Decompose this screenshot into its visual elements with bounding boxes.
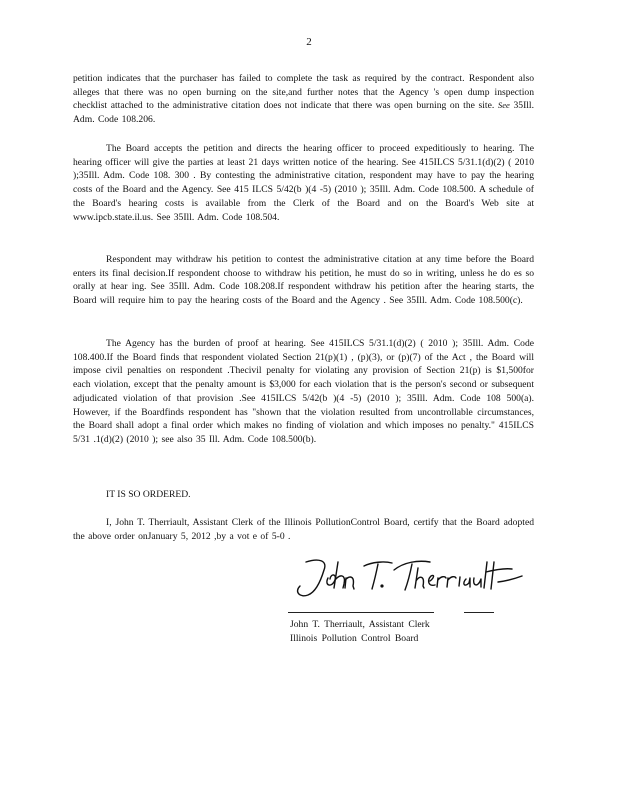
paragraph-1-citation: 35Ill. Adm. Code 108.206. bbox=[73, 100, 534, 126]
paragraph-2: The Board accepts the petition and directs the hearing officer to proceed expeditiously to hearing. The hearing officer will give the parties at least 21 days written notice of the hearing. See 415ILCS 5/31.1(d)(2) ( 2010 );35Ill. Adm. Code 108. 300 . By contesting the administrative citation, respondent may have to pay the hearing costs of the Board and the Agency. See 415 ILCS 5/42(b )(4 -5) (2010 ); 35Ill. Adm. Code 108.500. A schedule of the Board's hearing costs is available from the Clerk of the Board and on the Board's Web site at www.ipcb.state.il.us. See 35Ill. Adm. Code 108.504. bbox=[73, 143, 534, 223]
paragraph-1-text: petition indicates that the purchaser has failed to complete the task as required by the contract. Respondent also alleges that there was no open burning on the site,and further notes that the Agency 's open dump inspection checklist attached to the administrative citation does not indicate that there was open burning on the site. bbox=[73, 73, 534, 112]
signature-line-short bbox=[464, 612, 494, 613]
paragraph-1 bbox=[73, 72, 534, 127]
handwritten-signature bbox=[288, 548, 528, 603]
paragraph-3: Respondent may withdraw his petition to contest the administrative citation at any time before the Board enters its final decision.If respondent choose to withdraw his petition, he must do so in writing, unless he do es so orally at hear ing. See 35Ill. Adm. Code 108.208.If respondent withdraw his petition after the hearing starts, the Board will require him to pay the hearing costs of the Board and the Agency . See 35Ill. Adm. Code 108.500(c). bbox=[73, 254, 534, 307]
ordered-line: IT IS SO ORDERED. bbox=[106, 489, 191, 500]
signer-organization: Illinois Pollution Control Board bbox=[290, 633, 419, 644]
signature-line bbox=[288, 612, 434, 613]
paragraph-1-cite-signal: See bbox=[497, 100, 510, 111]
signer-name: John T. Therriault, Assistant Clerk bbox=[290, 619, 430, 630]
paragraph-certification: I, John T. Therriault, Assistant Clerk of the Illinois PollutionControl Board, certify that the Board adopted the above order onJanuary 5, 2012 ,by a vot e of 5-0 . bbox=[73, 517, 534, 542]
paragraph-4: The Agency has the burden of proof at hearing. See 415ILCS 5/31.1(d)(2) ( 2010 ); 35Ill. Adm. Code 108.400.If the Board finds that respondent violated Section 21(p)(1) , (p)(3), or (p)(7) of the Act , the Board will impose civil penalties on respondent .Thecivil penalty for violating any provision of Section 21(p) is $1,500for each violation, except that the penalty amount is $3,000 for each violation that is the person's second or subsequent adjudicated violation of that provision .See 415ILCS 5/42(b )(4 -5) (2010 ); 35Ill. Adm. Code 108 500(a). However, if the Boardfinds respondent has "shown that the violation resulted from uncontrollable circumstances, the Board shall adopt a final order which makes no finding of violation and which imposes no penalty." 415ILCS 5/31 .1(d)(2) (2010 ); see also 35 Ill. Adm. Code 108.500(b). bbox=[73, 338, 534, 445]
page-number: 2 bbox=[306, 36, 312, 48]
